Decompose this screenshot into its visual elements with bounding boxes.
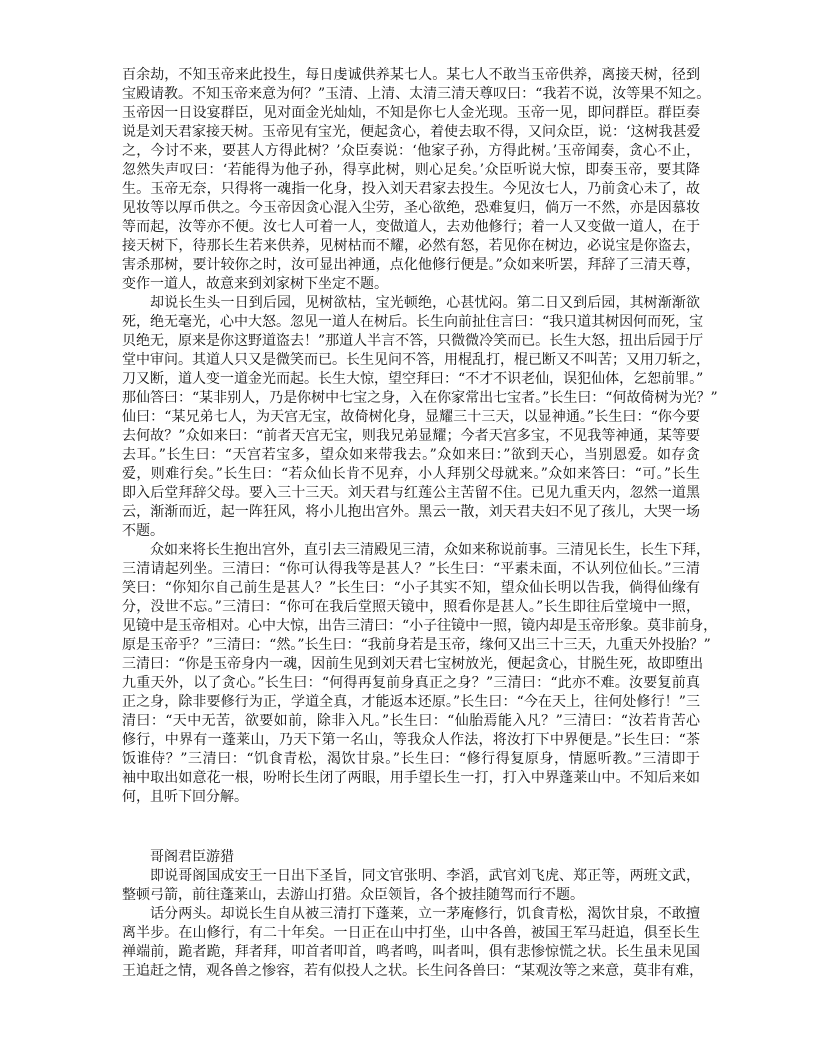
text-line: 死，绝无毫光，心中大怒。忽见一道人在树后。长生向前扯住言曰：“我只道其树因何而死，宝 <box>122 314 704 330</box>
text-line: 生。玉帝无奈，只得将一魂指一化身，投入刘天君家去投生。今见汝七人，乃前贪心未了，故 <box>122 181 700 197</box>
text-line: 三清请起列坐。三清曰：“你可认得我等是甚人？”长生曰：“平素未面，不认列位仙长。”三清 <box>122 561 700 577</box>
text-line: 去耳。”长生曰：“天宫若宝多，望众如来带我去。”众如来曰：”欲到天心，当别恩爱。如存贪 <box>122 447 700 463</box>
text-line: 王追赶之情，观各兽之惨容，若有似投人之状。长生问各兽曰：“某观汝等之来意，莫非有难， <box>122 963 704 979</box>
text-line: 众如来将长生抱出宫外，直引去三清殿见三清，众如来称说前事。三清见长生，长生下拜， <box>150 542 710 558</box>
text-line: 清曰：“天中无苦，欲要如前，除非入凡。”长生曰：“仙胎焉能入凡？”三清曰：“汝若肯苦心 <box>122 713 700 729</box>
text-line: 离半步。在山修行，有二十年矣。一日正在山中打坐，山中各兽，被国王军马赶追，俱至长生 <box>122 925 700 941</box>
paragraph <box>122 294 718 541</box>
text-line: 贝绝无，原来是你这野道盗去！”那道人半言不答，只微微冷笑而已。长生大怒，扭出后园于厅 <box>122 333 704 349</box>
text-line: 去何故？”众如来曰：“前者天宫无宝，则我兄弟显耀；今者天宫多宝，不见我等神通，某等要 <box>122 428 700 444</box>
text-line: 百余劫，不知玉帝来此投生，每日虔诚供养某七人。某七人不敢当玉帝供养，离接天树，径到 <box>122 67 700 83</box>
text-line: 宝殿请教。不知玉帝来意为何？”玉清、上清、太清三清天尊叹曰：“我若不说，汝等果不知之。 <box>122 86 711 102</box>
text-line: 见妆等以厚币供之。今玉帝因贪心混入尘劳，圣心欲绝，恐难复归，倘万一不然，亦是因慕妆 <box>122 200 700 216</box>
text-line: 饭谁侍？”三清曰：“饥食青松，渴饮甘泉。”长生曰：“修行得复原身，情愿听教。”三清即于 <box>122 751 700 767</box>
paragraph <box>122 867 700 905</box>
paragraph <box>122 66 711 294</box>
text-line: 说是刘天君家接天树。玉帝见有宝光，便起贪心，着使去取不得，又问众臣，说：‘这树我甚爱 <box>122 124 701 140</box>
text-line: 分，没世不忘。”三清曰：“你可在我后堂照天镜中，照看你是甚人。”长生即往后堂境中一照， <box>122 599 700 615</box>
text-line: 云，渐渐而近，起一阵狂风，将小儿抱出宫外。黑云一散，刘天君夫妇不见了孩儿，大哭一场 <box>122 504 700 520</box>
text-line: 话分两头。却说长生自从被三清打下蓬莱，立一茅庵修行，饥食青松，渴饮甘泉，不敢擅 <box>150 906 700 922</box>
text-line: 仙曰：“某兄弟七人，为天宫无宝，故倚树化身，显耀三十三天，以显神通。”长生曰：“你今要 <box>122 409 700 425</box>
text-line: 三清曰：“你是玉帝身内一魂，因前生见到刘天君七宝树放光，便起贪心，甘脱生死，故即堕出 <box>122 656 704 672</box>
text-line: 忽然失声叹曰：‘若能得为他子孙，得享此树，则心足矣。’众臣听说大惊，即奏玉帝，要其降 <box>122 162 700 178</box>
next-chapter-section <box>122 867 704 981</box>
text-line: 刀又断，道人变一道金光而起。长生大惊，望空拜曰：“不才不识老仙，误犯仙体，乞恕前罪。” <box>122 371 704 387</box>
text-line: 整顿弓箭，前往蓬莱山，去游山打猎。众臣领旨，各个披挂随驾而行不题。 <box>122 887 584 903</box>
chapter-title: 哥阁君臣游猎 <box>150 849 234 865</box>
text-line: 正之身，除非要修行为正，学道全真，才能返本还原。”长生曰：“今在天上，往何处修行！”三 <box>122 694 700 710</box>
section-gap <box>122 807 700 848</box>
text-line: 原是玉帝乎？”三清曰：“然。”长生曰：“我前身若是玉帝，缘何又出三十三天，九重天外投胎？” <box>122 637 711 653</box>
text-line: 等而起，汝等亦不便。汝七人可着一人，变做道人，去劝他修行；着一人又变做一道人，在于 <box>122 219 700 235</box>
text-line: 修行，中界有一蓬莱山，乃天下第一名山，等我众人作法，将汝打下中界便是。”长生曰：“茶 <box>122 732 700 748</box>
document-page <box>122 66 718 981</box>
text-line: 即入后堂拜辞父母。要入三十三天。刘天君与红莲公主苦留不住。已见九重天内，忽然一道黑 <box>122 485 700 501</box>
text-line: 笑曰：“你知尔自己前生是甚人？”长生曰：“小子其实不知，望众仙长明以告我，倘得仙缘有 <box>122 580 700 596</box>
text-line: 接天树下，待那长生若来供养，见树枯而不耀，必然有怒，若见你在树边，必说宝是你盗去， <box>122 238 700 254</box>
text-line: 见镜中是玉帝相对。心中大惊，出告三清曰：“小子往镜中一照，镜内却是玉帝形象。莫非前身， <box>122 618 718 634</box>
text-line: 玉帝因一日设宴群臣，见对面金光灿灿，不知是你七人金光现。玉帝一见，即问群臣。群臣奏 <box>122 105 700 121</box>
text-line: 爱，则难行矣。”长生曰：“若众仙长肯不见弃，小人拜别父母就来。”众如来答曰：“可。”长生 <box>122 466 700 482</box>
text-line: 堂中审问。其道人只又是微笑而已。长生见问不答，用棍乱打，棍已断又不叫苦；又用刀斩之， <box>122 352 710 368</box>
text-line: 那仙答曰：“某非别人，乃是你树中七宝之身，入在你家常出七宝者。”长生曰：“何故倚树为光？” <box>122 390 718 406</box>
text-line: 不题。 <box>122 523 164 539</box>
text-line: 禅端前，跪者跪，拜者拜，叩首者叩首，鸣者鸣，叫者叫，俱有悲惨惊慌之状。长生虽未见国 <box>122 944 700 960</box>
text-line: 何，且听下回分解。 <box>122 789 248 805</box>
chapter-end-section <box>122 66 718 807</box>
text-line: 即说哥阁国成安王一日出下圣旨，同文官张明、李滔，武官刘飞虎、郑正等，两班文武， <box>150 868 700 884</box>
text-line: 袖中取出如意花一根，吩咐长生闭了两眼，用手望长生一打，打入中界蓬莱山中。不知后来如 <box>122 770 700 786</box>
text-line: 害杀那树，要计较你之时，汝可显出神通，点化他修行便是。”众如来听罢，拜辞了三清天尊， <box>122 257 700 273</box>
paragraph <box>122 541 718 807</box>
text-line: 变作一道人，故意来到刘家树下坐定不题。 <box>122 276 388 292</box>
text-line: 却说长生头一日到后园，见树欲枯，宝光顿绝，心甚忧闷。第二日又到后园，其树渐渐欲 <box>150 295 700 311</box>
text-line: 之，今讨不来，要甚人方得此树？’众臣奏说：‘他家子孙，方得此树。’玉帝闻奏，贪心不止， <box>122 143 700 159</box>
paragraph <box>122 905 704 981</box>
text-line: 九重天外，以了贪心。”长生曰：“何得再复前身真正之身？”三清曰：“此亦不难。汝要复前真 <box>122 675 700 691</box>
